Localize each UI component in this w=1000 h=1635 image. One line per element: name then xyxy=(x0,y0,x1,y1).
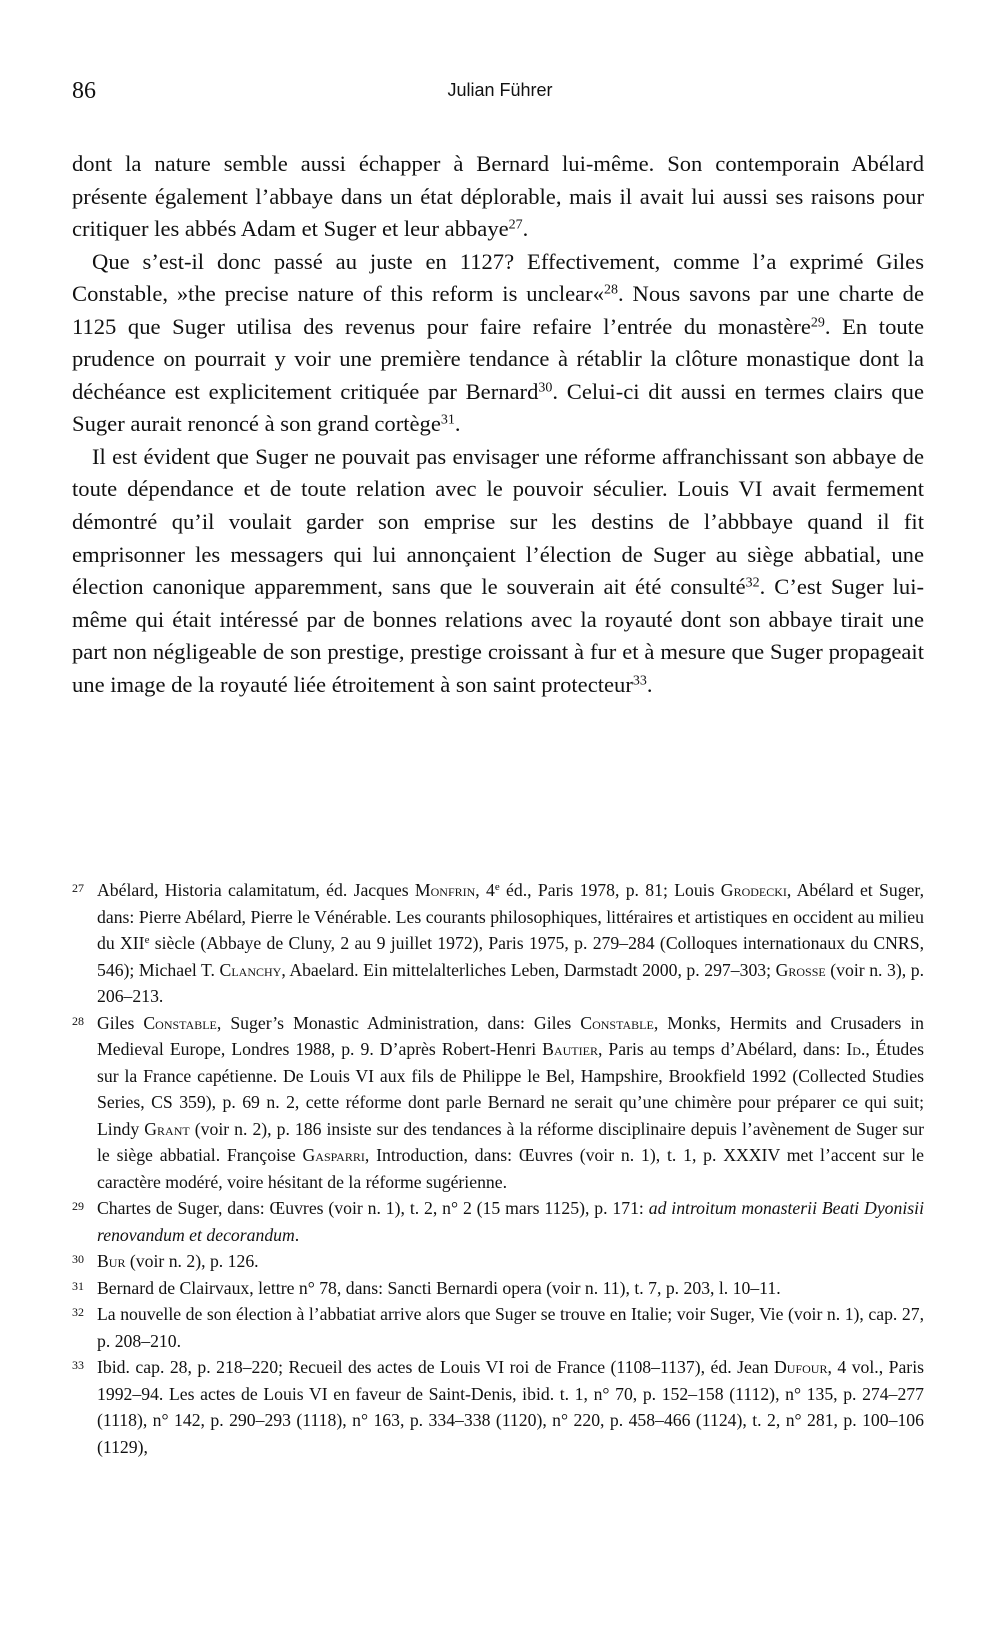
text-run: . xyxy=(454,411,461,437)
superscript: e xyxy=(494,880,500,893)
footnote-number: 31 xyxy=(72,1278,84,1293)
text-run: . Nous savons par une charte de 1125 que Suger utilisa des revenus pour faire refaire l’entrée du monastère xyxy=(72,281,924,339)
paragraph-1 xyxy=(72,148,924,246)
footnote-30 xyxy=(72,1248,924,1275)
author-name: Constable xyxy=(580,1012,654,1033)
footnote-31 xyxy=(72,1275,924,1302)
text-run: dont la nature semble aussi échapper à Bernard lui-même. Son contemporain Abélard présente également l’abbaye dans un état déplorable, mais il avait lui aussi ses raisons pour critiquer les abbés Adam et Suger et leur abbaye xyxy=(72,151,924,242)
footnote-32 xyxy=(72,1301,924,1354)
author-name: Bur xyxy=(97,1251,126,1271)
text-run: . xyxy=(646,671,653,697)
footnote-29 xyxy=(72,1195,924,1248)
text-run: Giles xyxy=(97,1012,144,1033)
text-run: Que s’est-il donc passé au juste en 1127? Effectivement, comme l’a exprimé Giles Constable, »the precise nature of this reform is unclear« xyxy=(72,248,924,307)
text-run: , Monks, Hermits and Crusaders in Medieval Europe, Londres 1988, p. 9. D’après Robert-Henri xyxy=(97,1012,924,1059)
footnote-ref-27: 27 xyxy=(508,217,523,233)
author-name: Grant xyxy=(144,1118,190,1139)
footnote-28 xyxy=(72,1010,924,1196)
text-run: , Abaelard. Ein mittelalterliches Leben, Darmstadt 2000, p. 297–303; xyxy=(281,959,776,980)
text-run: , Abélard et Suger, dans: Pierre Abélard, Pierre le Vénérable. Les courants philosophiques, littéraires et artistiques en occident au milieu du XII xyxy=(97,880,924,953)
text-run: La nouvelle de son élection à l’abbatiat arrive alors que Suger se trouve en Italie; voir Suger, Vie (voir n. 1), cap. 27, p. 208–210. xyxy=(97,1304,924,1351)
text-run: . xyxy=(522,216,529,242)
text-run: . xyxy=(294,1224,300,1245)
text-run: siècle (Abbaye de Cluny, 2 au 9 juillet 1972), Paris 1975, p. 279–284 (Colloques internationaux du CNRS, 546); Michael T. xyxy=(97,933,924,980)
page-header xyxy=(72,78,928,108)
author-name: Dufour xyxy=(774,1357,828,1377)
text-run: Chartes de Suger, dans: Œuvres (voir n. 1), t. 2, n° 2 (15 mars 1125), p. 171: xyxy=(97,1198,649,1218)
footnote-ref-29: 29 xyxy=(810,315,825,331)
text-run: Ibid. cap. 28, p. 218–220; Recueil des actes de Louis VI roi de France (1108–1137), éd. Jean xyxy=(97,1357,775,1377)
text-run: . En toute prudence on pourrait y voir une première tendance à rétablir la clôture monastique dont la déchéance est explicitement critiquée par Bernard xyxy=(72,313,924,404)
text-run: (voir n. 2), p. 186 insiste sur des tendances à la réforme disciplinaire depuis l’avènement de Suger sur le siège abbatial. Françoise xyxy=(97,1118,924,1165)
text-run: Bernard de Clairvaux, lettre n° 78, dans: Sancti Bernardi opera (voir n. 11), t. 7, p. 203, l. 10–11. xyxy=(97,1277,781,1298)
author-name: Constable xyxy=(143,1012,217,1033)
text-run: , Études sur la France capétienne. De Louis VI aux fils de Philippe le Bel, Hampshire, Brookfield 1992 (Collected Studies Series, CS 359), p. 69 n. 2, cette réforme dont parle Bernard ne serait qu’une chimère pour préparer ce qui suit; Lindy xyxy=(97,1039,924,1139)
text-run: . C’est Suger lui-même qui était intéressé par de bonnes relations avec la royauté dont son abbaye tirait une part non négligeable de son prestige, prestige croissant à fur et à mesure que Suger propageait une image de la royauté liée étroitement à son saint protecteur xyxy=(72,574,924,697)
text-run: (voir n. 3), p. 206–213. xyxy=(97,959,924,1006)
superscript: e xyxy=(144,933,150,946)
footnote-ref-30: 30 xyxy=(538,380,553,396)
footnote-ref-31: 31 xyxy=(440,412,455,428)
footnote-number: 32 xyxy=(72,1305,84,1319)
text-run: Il est évident que Suger ne pouvait pas envisager une réforme affranchissant son abbaye de toute dépendance et de toute relation avec le pouvoir séculier. Louis VI avait fermement démontré qu’il voulait garder son emprise sur les destins de l’abbbaye quand il fit emprisonner les messagers qui lui annonçaient l’élection de Suger au siège abbatial, une élection canonique apparemment, sans que le souverain ait été consulté xyxy=(72,443,924,600)
author-name: Grodecki xyxy=(720,880,787,900)
footnotes xyxy=(72,877,924,1460)
footnote-ref-33: 33 xyxy=(632,673,647,689)
text-run: , 4 xyxy=(475,880,495,900)
text-run: , Paris au temps d’Abélard, dans: xyxy=(597,1039,847,1059)
footnote-ref-32: 32 xyxy=(745,575,760,591)
text-run: (voir n. 2), p. 126. xyxy=(125,1251,259,1271)
author-name: Gasparri xyxy=(302,1145,365,1165)
author-name: Id. xyxy=(846,1039,866,1059)
author-name: Clanchy xyxy=(219,959,282,980)
footnote-number: 33 xyxy=(72,1358,84,1372)
text-run: éd., Paris 1978, p. 81; Louis xyxy=(499,880,721,900)
author-name: Monfrin xyxy=(414,880,476,900)
author-name: Bautier xyxy=(542,1039,598,1059)
footnote-number: 30 xyxy=(72,1252,84,1266)
text-run: Abélard, Historia calamitatum, éd. Jacques xyxy=(97,880,415,900)
paragraph-2 xyxy=(72,246,924,441)
footnote-number: 29 xyxy=(72,1199,84,1213)
main-text xyxy=(72,148,924,701)
footnote-ref-28: 28 xyxy=(604,282,618,298)
author-name: Grosse xyxy=(775,959,826,980)
text-run: , Suger’s Monastic Administration, dans: Giles xyxy=(216,1012,581,1033)
footnote-number: 27 xyxy=(72,881,84,895)
text-run: . Celui-ci dit aussi en termes clairs que Suger aurait renoncé à son grand cortège xyxy=(72,378,925,437)
footnote-27 xyxy=(72,877,924,1010)
page-number: 86 xyxy=(72,78,96,104)
running-head: Julian Führer xyxy=(447,80,553,100)
text-run: , Introduction, dans: Œuvres (voir n. 1), t. 1, p. XXXIV met l’accent sur le caractère modéré, voire hésitant de la réforme sugérienne. xyxy=(97,1145,924,1192)
text-run: , 4 vol., Paris 1992–94. Les actes de Louis VI en faveur de Saint-Denis, ibid. t. 1, n° 70, p. 152–158 (1112), n° 135, p. 274–277 (1118), n° 142, p. 290–293 (1118), n° 163, p. 334–338 (1120), n° 220, p. 458–466 (1124), t. 2, n° 281, p. 100–106 (1129), xyxy=(97,1357,924,1457)
footnote-33 xyxy=(72,1354,924,1460)
latin-quote: ad introitum monasterii Beati Dyonisii renovandum et decorandum xyxy=(97,1198,924,1245)
paragraph-3 xyxy=(72,441,924,701)
footnote-number: 28 xyxy=(72,1013,84,1028)
